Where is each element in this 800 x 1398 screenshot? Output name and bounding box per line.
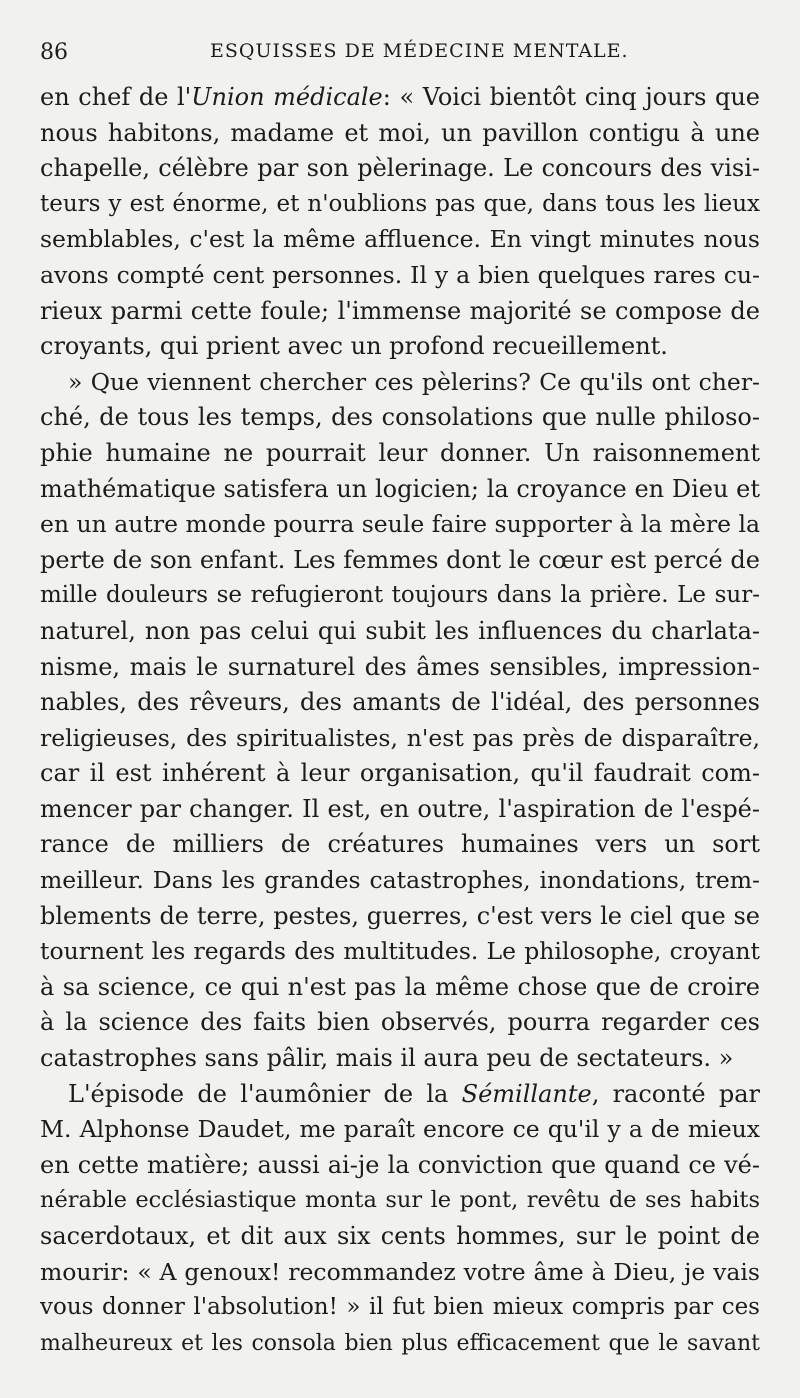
text-line: mathématique satisfera un logicien; la croyance en Dieu et [40, 474, 760, 503]
text-line: meilleur. Dans les grandes catastrophes, inondations, trem- [40, 866, 760, 895]
text-line: à sa science, ce qui n'est pas la même chose que de croire [40, 972, 760, 1001]
text-line: L'épisode de l'aumônier de la Sémillante, raconté par [68, 1079, 760, 1108]
text-line: rance de milliers de créatures humaines vers un sort [40, 830, 760, 859]
body-text [40, 80, 760, 1361]
text-line: mourir: « A genoux! recommandez votre âme à Dieu, je vais [40, 1257, 760, 1286]
text-line: tournent les regards des multitudes. Le philosophe, croyant [40, 937, 760, 966]
text-line: nous habitons, madame et moi, un pavillon contigu à une [40, 118, 760, 147]
text-line: rieux parmi cette foule; l'immense majorité se compose de [40, 296, 760, 325]
text-line: phie humaine ne pourrait leur donner. Un raisonnement [40, 438, 760, 467]
text-line: M. Alphonse Daudet, me paraît encore ce qu'il y a de mieux [40, 1115, 760, 1144]
text-line: nérable ecclésiastique monta sur le pont, revêtu de ses habits [40, 1187, 760, 1214]
text-line: car il est inhérent à leur organisation, qu'il faudrait com- [40, 759, 760, 788]
text-line: avons compté cent personnes. Il y a bien quelques rares cu- [40, 260, 760, 289]
text-line: en cette matière; aussi ai-je la conviction que quand ce vé- [40, 1150, 760, 1179]
text-line: mencer par changer. Il est, en outre, l'aspiration de l'espé- [40, 794, 760, 823]
text-line: croyants, qui prient avec un profond recueillement. [40, 332, 668, 361]
text-line: vous donner l'absolution! » il fut bien mieux compris par ces [40, 1294, 760, 1321]
text-line: malheureux et les consola bien plus efficacement que le savant [40, 1330, 760, 1356]
text-line: semblables, c'est la même affluence. En vingt minutes nous [40, 225, 760, 254]
text-line: ché, de tous les temps, des consolations que nulle philoso- [40, 403, 760, 432]
text-line: nisme, mais le surnaturel des âmes sensibles, impression- [40, 652, 760, 681]
running-head: ESQUISSES DE MÉDECINE MENTALE. [210, 40, 629, 62]
text-line: sacerdotaux, et dit aux six cents hommes, sur le point de [40, 1222, 760, 1250]
text-line: nables, des rêveurs, des amants de l'idéal, des personnes [40, 688, 760, 717]
text-line: naturel, non pas celui qui subit les influences du charlata- [40, 616, 760, 645]
text-line: à la science des faits bien observés, pourra regarder ces [40, 1008, 760, 1037]
text-line: teurs y est énorme, et n'oublions pas que, dans tous les lieux [40, 190, 760, 217]
text-line: religieuses, des spiritualistes, n'est pas près de disparaître, [40, 723, 760, 752]
text-line: en chef de l'Union médicale: « Voici bientôt cinq jours que [40, 83, 760, 111]
text-line: perte de son enfant. Les femmes dont le cœur est percé de [40, 545, 760, 574]
text-line: » Que viennent chercher ces pèlerins? Ce qu'ils ont cher- [68, 367, 760, 396]
page-header [40, 36, 780, 76]
page-number: 86 [40, 40, 68, 65]
text-line: blements de terre, pestes, guerres, c'est vers le ciel que se [40, 901, 760, 930]
text-line: en un autre monde pourra seule faire supporter à la mère la [40, 510, 760, 539]
text-line: catastrophes sans pâlir, mais il aura peu de sectateurs. » [40, 1044, 734, 1073]
text-line: chapelle, célèbre par son pèlerinage. Le concours des visi- [40, 154, 760, 183]
text-line: mille douleurs se refugieront toujours dans la prière. Le sur- [40, 582, 760, 609]
